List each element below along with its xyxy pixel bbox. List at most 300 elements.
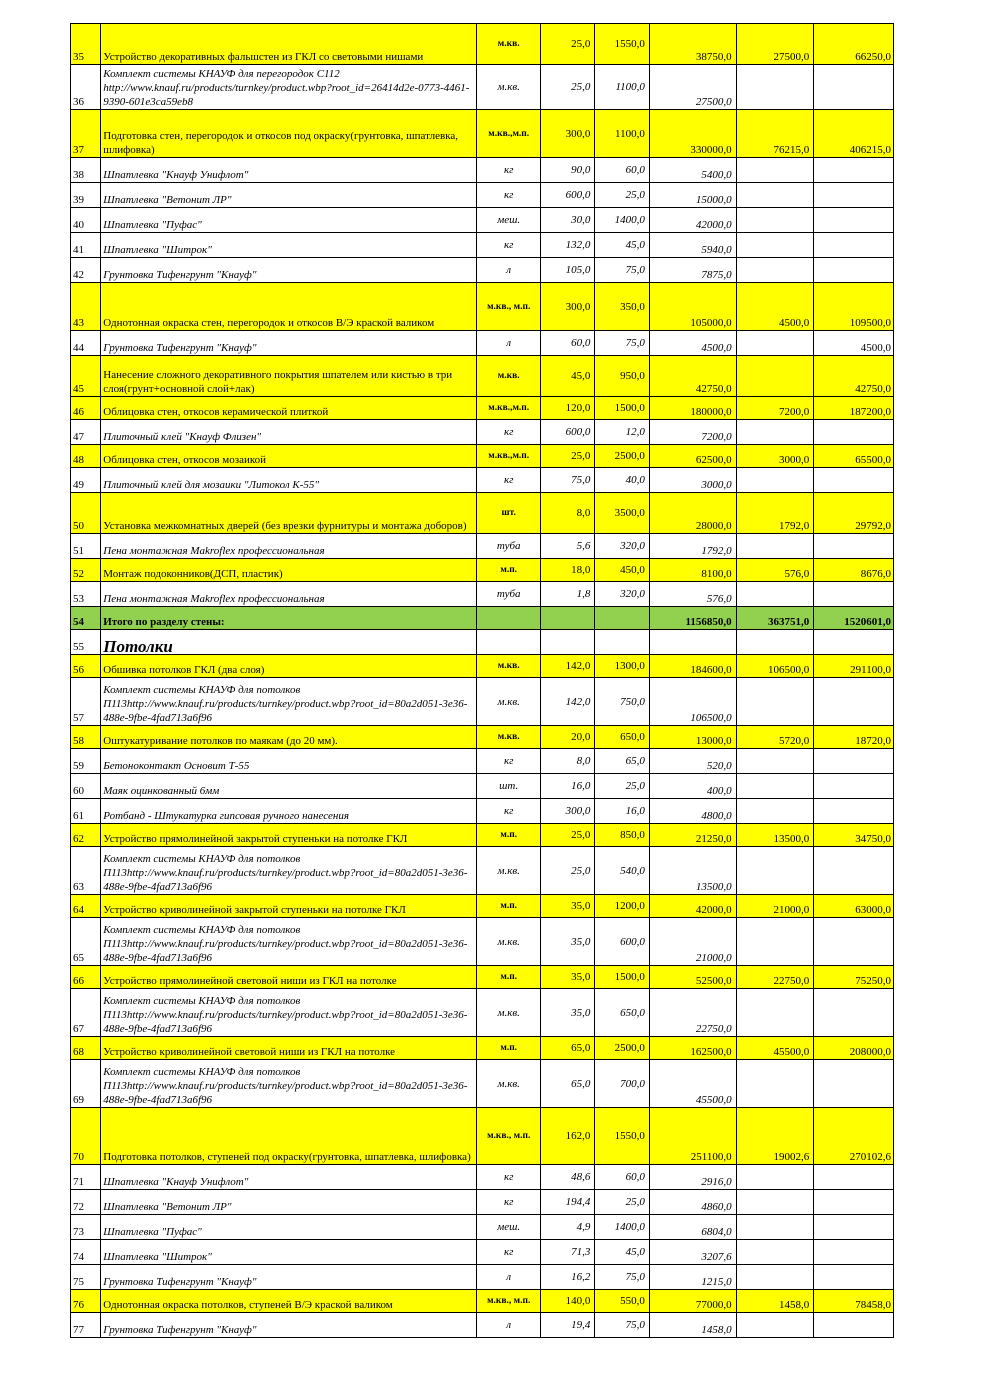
labor-sum-cell (736, 749, 814, 774)
item-name: Шпатлевка "Кнауф Унифлот" (101, 158, 477, 183)
quantity-cell: 25,0 (540, 824, 594, 847)
quantity-cell: 132,0 (540, 233, 594, 258)
labor-sum-cell: 27500,0 (736, 24, 814, 65)
row-number: 62 (71, 824, 101, 847)
item-name: Обшивка потолков ГКЛ (два слоя) (101, 655, 477, 678)
unit-cell: кг (477, 799, 541, 824)
materials-sum-cell: 6804,0 (649, 1215, 736, 1240)
section-header-row (71, 630, 894, 655)
item-name: Комплект системы КНАУФ для потолков П113http://www.knauf.ru/products/turnkey/product.wbp?root_id=80a2d051-3e36-488e-9fbe-4fad713a6f96 (101, 989, 477, 1037)
quantity-cell: 142,0 (540, 655, 594, 678)
unit-cell: кг (477, 1240, 541, 1265)
labor-sum-cell (736, 1313, 814, 1338)
quantity-cell: 1,8 (540, 582, 594, 607)
table-row (71, 966, 894, 989)
price-cell: 650,0 (595, 989, 649, 1037)
row-number: 73 (71, 1215, 101, 1240)
materials-sum-cell: 162500,0 (649, 1037, 736, 1060)
labor-sum-cell (736, 918, 814, 966)
price-cell: 600,0 (595, 918, 649, 966)
row-number: 43 (71, 283, 101, 331)
row-number: 54 (71, 607, 101, 630)
labor-sum-cell (736, 774, 814, 799)
item-name: Комплект системы КНАУФ для перегородок С112 http://www.knauf.ru/products/turnkey/product.wbp?root_id=26414d2e-0773-4461-9390-601e3ca59eb8 (101, 65, 477, 110)
quantity-cell: 25,0 (540, 24, 594, 65)
labor-sum-cell: 45500,0 (736, 1037, 814, 1060)
quantity-cell: 90,0 (540, 158, 594, 183)
materials-sum-cell: 4800,0 (649, 799, 736, 824)
total-sum-cell (814, 158, 894, 183)
unit-cell: кг (477, 749, 541, 774)
materials-sum-cell: 13500,0 (649, 847, 736, 895)
table-row (71, 1215, 894, 1240)
row-number: 51 (71, 534, 101, 559)
table-row (71, 1240, 894, 1265)
total-sum-cell (814, 468, 894, 493)
item-name: Шпатлевка "Ветонит ЛР" (101, 183, 477, 208)
quantity-cell: 8,0 (540, 749, 594, 774)
item-name: Шпатлевка "Пуфас" (101, 1215, 477, 1240)
labor-sum-cell: 13500,0 (736, 824, 814, 847)
labor-sum-cell: 19002,6 (736, 1108, 814, 1165)
total-sum-cell: 208000,0 (814, 1037, 894, 1060)
row-number: 60 (71, 774, 101, 799)
labor-sum-cell: 76215,0 (736, 110, 814, 158)
row-number: 36 (71, 65, 101, 110)
table-row (71, 1060, 894, 1108)
row-number: 49 (71, 468, 101, 493)
total-sum-cell: 109500,0 (814, 283, 894, 331)
row-number: 59 (71, 749, 101, 774)
materials-sum-cell: 7875,0 (649, 258, 736, 283)
table-row (71, 208, 894, 233)
materials-sum-cell: 7200,0 (649, 420, 736, 445)
row-number: 35 (71, 24, 101, 65)
price-cell: 750,0 (595, 678, 649, 726)
materials-sum-cell: 5400,0 (649, 158, 736, 183)
price-cell: 650,0 (595, 726, 649, 749)
unit-cell: м.кв. (477, 918, 541, 966)
unit-cell: меш. (477, 208, 541, 233)
price-cell: 950,0 (595, 356, 649, 397)
materials-sum-cell: 3000,0 (649, 468, 736, 493)
item-name: Грунтовка Тифенгрунт "Кнауф" (101, 331, 477, 356)
unit-cell: м.кв. (477, 847, 541, 895)
quantity-cell: 162,0 (540, 1108, 594, 1165)
row-number: 72 (71, 1190, 101, 1215)
materials-sum-cell: 1458,0 (649, 1313, 736, 1338)
total-sum-cell (814, 1165, 894, 1190)
labor-sum-cell (736, 534, 814, 559)
materials-sum-cell: 62500,0 (649, 445, 736, 468)
row-number: 75 (71, 1265, 101, 1290)
labor-sum-cell (736, 847, 814, 895)
item-name: Шпатлевка "Шитрок" (101, 1240, 477, 1265)
total-sum-cell: 42750,0 (814, 356, 894, 397)
item-name: Устройство прямолинейной закрытой ступеньки на потолке ГКЛ (101, 824, 477, 847)
item-name: Нанесение сложного декоративного покрытия шпателем или кистью в три слоя(грунт+основной слой+лак) (101, 356, 477, 397)
unit-cell: меш. (477, 1215, 541, 1240)
table-row (71, 1313, 894, 1338)
materials-sum-cell: 1156850,0 (649, 607, 736, 630)
row-number: 63 (71, 847, 101, 895)
total-sum-cell (814, 749, 894, 774)
quantity-cell: 142,0 (540, 678, 594, 726)
table-row (71, 559, 894, 582)
total-sum-cell (814, 1265, 894, 1290)
total-sum-cell: 187200,0 (814, 397, 894, 420)
total-sum-cell (814, 258, 894, 283)
item-name: Устройство декоративных фальшстен из ГКЛ со световыми нишами (101, 24, 477, 65)
table-row (71, 655, 894, 678)
unit-cell: кг (477, 420, 541, 445)
materials-sum-cell: 576,0 (649, 582, 736, 607)
row-number: 50 (71, 493, 101, 534)
quantity-cell: 16,2 (540, 1265, 594, 1290)
row-number: 70 (71, 1108, 101, 1165)
row-number: 77 (71, 1313, 101, 1338)
price-cell (595, 607, 649, 630)
total-sum-cell (814, 233, 894, 258)
table-row (71, 1290, 894, 1313)
total-sum-cell: 8676,0 (814, 559, 894, 582)
price-cell: 25,0 (595, 183, 649, 208)
price-cell: 75,0 (595, 1313, 649, 1338)
row-number: 47 (71, 420, 101, 445)
unit-cell: шт. (477, 493, 541, 534)
price-cell: 40,0 (595, 468, 649, 493)
materials-sum-cell: 184600,0 (649, 655, 736, 678)
labor-sum-cell: 5720,0 (736, 726, 814, 749)
labor-sum-cell (736, 1240, 814, 1265)
total-sum-cell: 270102,6 (814, 1108, 894, 1165)
table-row (71, 397, 894, 420)
quantity-cell: 25,0 (540, 65, 594, 110)
materials-sum-cell: 15000,0 (649, 183, 736, 208)
labor-sum-cell (736, 1265, 814, 1290)
item-name: Грунтовка Тифенгрунт "Кнауф" (101, 258, 477, 283)
quantity-cell: 35,0 (540, 966, 594, 989)
item-name: Шпатлевка "Кнауф Унифлот" (101, 1165, 477, 1190)
row-number: 41 (71, 233, 101, 258)
materials-sum-cell: 180000,0 (649, 397, 736, 420)
quantity-cell: 25,0 (540, 847, 594, 895)
item-name: Маяк оцинкованный 6мм (101, 774, 477, 799)
row-number: 37 (71, 110, 101, 158)
labor-sum-cell (736, 208, 814, 233)
unit-cell: м.кв., м.п. (477, 1290, 541, 1313)
unit-cell: м.кв.,м.п. (477, 110, 541, 158)
unit-cell: кг (477, 1165, 541, 1190)
row-number: 53 (71, 582, 101, 607)
quantity-cell: 4,9 (540, 1215, 594, 1240)
total-sum-cell: 34750,0 (814, 824, 894, 847)
price-cell: 2500,0 (595, 445, 649, 468)
item-name: Комплект системы КНАУФ для потолков П113http://www.knauf.ru/products/turnkey/product.wbp?root_id=80a2d051-3e36-488e-9fbe-4fad713a6f96 (101, 847, 477, 895)
labor-sum-cell: 4500,0 (736, 283, 814, 331)
materials-sum-cell: 3207,6 (649, 1240, 736, 1265)
materials-sum-cell: 45500,0 (649, 1060, 736, 1108)
unit-cell: м.п. (477, 824, 541, 847)
row-number: 46 (71, 397, 101, 420)
materials-sum-cell: 21000,0 (649, 918, 736, 966)
total-sum-cell (814, 1060, 894, 1108)
total-sum-cell: 65500,0 (814, 445, 894, 468)
table-row (71, 582, 894, 607)
quantity-cell: 16,0 (540, 774, 594, 799)
row-number: 61 (71, 799, 101, 824)
unit-cell: м.кв. (477, 65, 541, 110)
row-number: 55 (71, 630, 101, 655)
item-name: Потолки (101, 630, 477, 655)
total-sum-cell (814, 183, 894, 208)
quantity-cell: 300,0 (540, 110, 594, 158)
total-sum-cell (814, 799, 894, 824)
price-cell: 450,0 (595, 559, 649, 582)
table-row (71, 1108, 894, 1165)
subtotal-row (71, 607, 894, 630)
materials-sum-cell: 42000,0 (649, 895, 736, 918)
item-name: Монтаж подоконников(ДСП, пластик) (101, 559, 477, 582)
unit-cell: кг (477, 1190, 541, 1215)
quantity-cell: 71,3 (540, 1240, 594, 1265)
quantity-cell: 140,0 (540, 1290, 594, 1313)
quantity-cell: 19,4 (540, 1313, 594, 1338)
item-name: Комплект системы КНАУФ для потолков П113http://www.knauf.ru/products/turnkey/product.wbp?root_id=80a2d051-3e36-488e-9fbe-4fad713a6f96 (101, 918, 477, 966)
table-row (71, 918, 894, 966)
materials-sum-cell: 8100,0 (649, 559, 736, 582)
estimate-table (70, 23, 894, 1338)
item-name: Облицовка стен, откосов мозаикой (101, 445, 477, 468)
labor-sum-cell (736, 1060, 814, 1108)
total-sum-cell: 1520601,0 (814, 607, 894, 630)
price-cell (595, 630, 649, 655)
unit-cell: кг (477, 158, 541, 183)
price-cell: 1500,0 (595, 966, 649, 989)
unit-cell: м.кв. (477, 356, 541, 397)
materials-sum-cell: 13000,0 (649, 726, 736, 749)
row-number: 65 (71, 918, 101, 966)
quantity-cell: 35,0 (540, 918, 594, 966)
materials-sum-cell: 38750,0 (649, 24, 736, 65)
table-row (71, 356, 894, 397)
price-cell: 1550,0 (595, 24, 649, 65)
table-row (71, 283, 894, 331)
item-name: Грунтовка Тифенгрунт "Кнауф" (101, 1313, 477, 1338)
unit-cell: л (477, 1265, 541, 1290)
quantity-cell: 45,0 (540, 356, 594, 397)
price-cell: 2500,0 (595, 1037, 649, 1060)
price-cell: 850,0 (595, 824, 649, 847)
price-cell: 75,0 (595, 331, 649, 356)
materials-sum-cell: 106500,0 (649, 678, 736, 726)
item-name: Шпатлевка "Пуфас" (101, 208, 477, 233)
unit-cell: кг (477, 468, 541, 493)
item-name: Ротбанд - Штукатурка гипсовая ручного нанесения (101, 799, 477, 824)
table-row (71, 445, 894, 468)
quantity-cell: 65,0 (540, 1037, 594, 1060)
table-row (71, 726, 894, 749)
unit-cell (477, 630, 541, 655)
materials-sum-cell: 21250,0 (649, 824, 736, 847)
total-sum-cell: 66250,0 (814, 24, 894, 65)
total-sum-cell (814, 678, 894, 726)
row-number: 67 (71, 989, 101, 1037)
item-name: Комплект системы КНАУФ для потолков П113http://www.knauf.ru/products/turnkey/product.wbp?root_id=80a2d051-3e36-488e-9fbe-4fad713a6f96 (101, 678, 477, 726)
table-row (71, 749, 894, 774)
table-row (71, 183, 894, 208)
item-name: Подготовка стен, перегородок и откосов под окраску(грунтовка, шпатлевка, шлифовка) (101, 110, 477, 158)
row-number: 71 (71, 1165, 101, 1190)
item-name: Установка межкомнатных дверей (без врезки фурнитуры и монтажа доборов) (101, 493, 477, 534)
total-sum-cell: 63000,0 (814, 895, 894, 918)
unit-cell: м.кв., м.п. (477, 1108, 541, 1165)
quantity-cell: 5,6 (540, 534, 594, 559)
row-number: 38 (71, 158, 101, 183)
row-number: 69 (71, 1060, 101, 1108)
unit-cell: м.кв. (477, 989, 541, 1037)
labor-sum-cell: 1792,0 (736, 493, 814, 534)
table-row (71, 989, 894, 1037)
item-name: Пена монтажная Makroflex профессиональная (101, 534, 477, 559)
total-sum-cell (814, 1215, 894, 1240)
price-cell: 75,0 (595, 258, 649, 283)
price-cell: 1200,0 (595, 895, 649, 918)
table-row (71, 678, 894, 726)
labor-sum-cell (736, 1190, 814, 1215)
table-row (71, 65, 894, 110)
table-row (71, 158, 894, 183)
table-row (71, 468, 894, 493)
quantity-cell: 48,6 (540, 1165, 594, 1190)
labor-sum-cell (736, 233, 814, 258)
total-sum-cell: 291100,0 (814, 655, 894, 678)
unit-cell: м.п. (477, 1037, 541, 1060)
price-cell: 700,0 (595, 1060, 649, 1108)
labor-sum-cell (736, 582, 814, 607)
price-cell: 1400,0 (595, 208, 649, 233)
labor-sum-cell (736, 799, 814, 824)
labor-sum-cell: 22750,0 (736, 966, 814, 989)
item-name: Подготовка потолков, ступеней под окраску(грунтовка, шпатлевка, шлифовка) (101, 1108, 477, 1165)
table-row (71, 1165, 894, 1190)
table-row (71, 420, 894, 445)
item-name: Итого по разделу стены: (101, 607, 477, 630)
item-name: Пена монтажная Makroflex профессиональная (101, 582, 477, 607)
item-name: Устройство криволинейной закрытой ступеньки на потолке ГКЛ (101, 895, 477, 918)
item-name: Шпатлевка "Ветонит ЛР" (101, 1190, 477, 1215)
unit-cell: м.кв.,м.п. (477, 397, 541, 420)
quantity-cell: 75,0 (540, 468, 594, 493)
price-cell: 45,0 (595, 233, 649, 258)
unit-cell: л (477, 331, 541, 356)
unit-cell: туба (477, 534, 541, 559)
unit-cell: л (477, 258, 541, 283)
quantity-cell (540, 630, 594, 655)
price-cell: 320,0 (595, 582, 649, 607)
total-sum-cell (814, 65, 894, 110)
materials-sum-cell: 251100,0 (649, 1108, 736, 1165)
labor-sum-cell: 106500,0 (736, 655, 814, 678)
row-number: 58 (71, 726, 101, 749)
total-sum-cell (814, 847, 894, 895)
price-cell: 60,0 (595, 1165, 649, 1190)
materials-sum-cell: 5940,0 (649, 233, 736, 258)
labor-sum-cell (736, 356, 814, 397)
row-number: 52 (71, 559, 101, 582)
price-cell: 540,0 (595, 847, 649, 895)
quantity-cell: 18,0 (540, 559, 594, 582)
unit-cell: кг (477, 233, 541, 258)
unit-cell: л (477, 1313, 541, 1338)
price-cell: 65,0 (595, 749, 649, 774)
row-number: 40 (71, 208, 101, 233)
table-row (71, 493, 894, 534)
materials-sum-cell: 42750,0 (649, 356, 736, 397)
item-name: Плиточный клей "Кнауф Флизен" (101, 420, 477, 445)
price-cell: 3500,0 (595, 493, 649, 534)
materials-sum-cell: 520,0 (649, 749, 736, 774)
price-cell: 12,0 (595, 420, 649, 445)
unit-cell: м.кв. (477, 678, 541, 726)
row-number: 76 (71, 1290, 101, 1313)
row-number: 57 (71, 678, 101, 726)
materials-sum-cell: 105000,0 (649, 283, 736, 331)
materials-sum-cell: 1215,0 (649, 1265, 736, 1290)
quantity-cell: 105,0 (540, 258, 594, 283)
quantity-cell: 300,0 (540, 283, 594, 331)
table-row (71, 534, 894, 559)
table-row (71, 1190, 894, 1215)
price-cell: 350,0 (595, 283, 649, 331)
unit-cell: м.кв. (477, 726, 541, 749)
row-number: 56 (71, 655, 101, 678)
quantity-cell: 600,0 (540, 183, 594, 208)
total-sum-cell: 78458,0 (814, 1290, 894, 1313)
materials-sum-cell: 42000,0 (649, 208, 736, 233)
materials-sum-cell: 400,0 (649, 774, 736, 799)
total-sum-cell (814, 989, 894, 1037)
materials-sum-cell: 28000,0 (649, 493, 736, 534)
labor-sum-cell (736, 183, 814, 208)
materials-sum-cell (649, 630, 736, 655)
table-row (71, 233, 894, 258)
table-row (71, 258, 894, 283)
table-row (71, 24, 894, 65)
unit-cell: м.кв. (477, 1060, 541, 1108)
unit-cell: м.кв. (477, 655, 541, 678)
labor-sum-cell: 7200,0 (736, 397, 814, 420)
item-name: Однотонная окраска потолков, ступеней В/Э краской валиком (101, 1290, 477, 1313)
total-sum-cell (814, 534, 894, 559)
unit-cell: туба (477, 582, 541, 607)
materials-sum-cell: 330000,0 (649, 110, 736, 158)
total-sum-cell (814, 1240, 894, 1265)
row-number: 48 (71, 445, 101, 468)
row-number: 42 (71, 258, 101, 283)
quantity-cell: 35,0 (540, 989, 594, 1037)
labor-sum-cell (736, 331, 814, 356)
row-number: 44 (71, 331, 101, 356)
item-name: Устройство криволинейной световой ниши из ГКЛ на потолке (101, 1037, 477, 1060)
materials-sum-cell: 77000,0 (649, 1290, 736, 1313)
unit-cell: м.п. (477, 895, 541, 918)
quantity-cell: 25,0 (540, 445, 594, 468)
item-name: Плиточный клей для мозаики "Литокол К-55" (101, 468, 477, 493)
price-cell: 60,0 (595, 158, 649, 183)
materials-sum-cell: 22750,0 (649, 989, 736, 1037)
unit-cell: м.п. (477, 559, 541, 582)
